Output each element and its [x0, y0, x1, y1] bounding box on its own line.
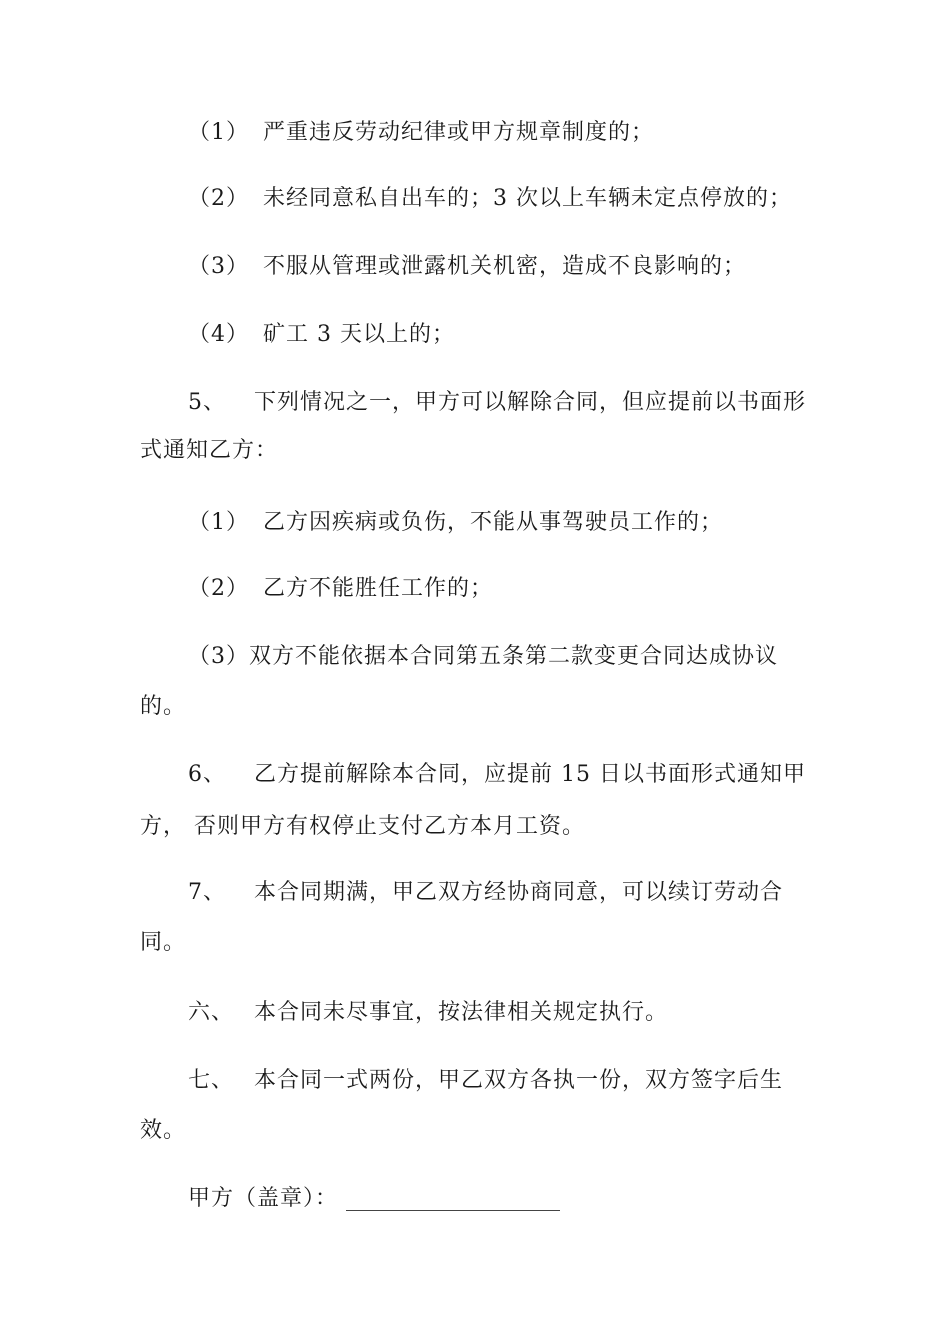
item-text: 乙方不能胜任工作的；: [263, 576, 494, 601]
clause-text: 本合同期满，甲乙双方经协商同意，可以续订劳动合: [254, 880, 784, 905]
clause-number: 7、: [188, 880, 226, 905]
clause-5: [188, 388, 806, 418]
article-text: 本合同未尽事宜，按法律相关规定执行。: [254, 1000, 669, 1025]
clause-text: 乙方提前解除本合同，应提前 15 日以书面形式通知甲: [254, 762, 806, 787]
item-number: （2）: [188, 576, 249, 601]
list-item: [188, 574, 493, 604]
item-text: 不服从管理或泄露机关机密，造成不良影响的；: [263, 254, 747, 279]
list-item: [188, 184, 792, 214]
clause-text: 方， 否则甲方有权停止支付乙方本月工资。: [140, 814, 585, 839]
item-number: （2）: [188, 186, 249, 211]
article-text: 本合同一式两份，甲乙双方各执一份，双方签字后生: [254, 1068, 784, 1093]
clause-number: 5、: [188, 390, 226, 415]
signature-label: 甲方（盖章）：: [188, 1186, 339, 1211]
signature-block: [188, 1184, 560, 1214]
article-number: 七、: [188, 1068, 235, 1093]
clause-text: 式通知乙方：: [140, 438, 279, 463]
item-number: （1）: [188, 510, 249, 535]
item-text: 乙方因疾病或负伤，不能从事驾驶员工作的；: [263, 510, 724, 535]
clause-text: 同。: [140, 930, 187, 955]
item-text: 矿工 3 天以上的；: [263, 322, 455, 347]
article-text: 效。: [140, 1118, 187, 1143]
article-7: [188, 1066, 783, 1096]
item-text: 严重违反劳动纪律或甲方规章制度的；: [263, 120, 655, 145]
clause-5-continued: [140, 436, 278, 466]
article-number: 六、: [188, 1000, 235, 1025]
item-text: 未经同意私自出车的；3 次以上车辆未定点停放的；: [263, 186, 792, 211]
item-number: （3）: [188, 254, 249, 279]
list-item: [188, 508, 723, 538]
article-7-continued: [140, 1116, 186, 1146]
item-text: 的。: [140, 694, 187, 719]
clause-7: [188, 878, 783, 908]
list-item: [188, 642, 778, 672]
list-item: [188, 252, 746, 282]
item-text: （3）双方不能依据本合同第五条第二款变更合同达成协议: [188, 644, 778, 669]
clause-6-continued: [140, 812, 585, 842]
clause-text: 下列情况之一，甲方可以解除合同，但应提前以书面形: [254, 390, 807, 415]
clause-number: 6、: [188, 762, 226, 787]
clause-6: [188, 760, 806, 790]
article-6: [188, 998, 668, 1028]
list-item: [188, 320, 455, 350]
signature-line[interactable]: [346, 1188, 560, 1211]
item-number: （4）: [188, 322, 249, 347]
clause-7-continued: [140, 928, 186, 958]
item-number: （1）: [188, 120, 249, 145]
list-item-continued: [140, 692, 186, 722]
list-item: [188, 118, 654, 148]
